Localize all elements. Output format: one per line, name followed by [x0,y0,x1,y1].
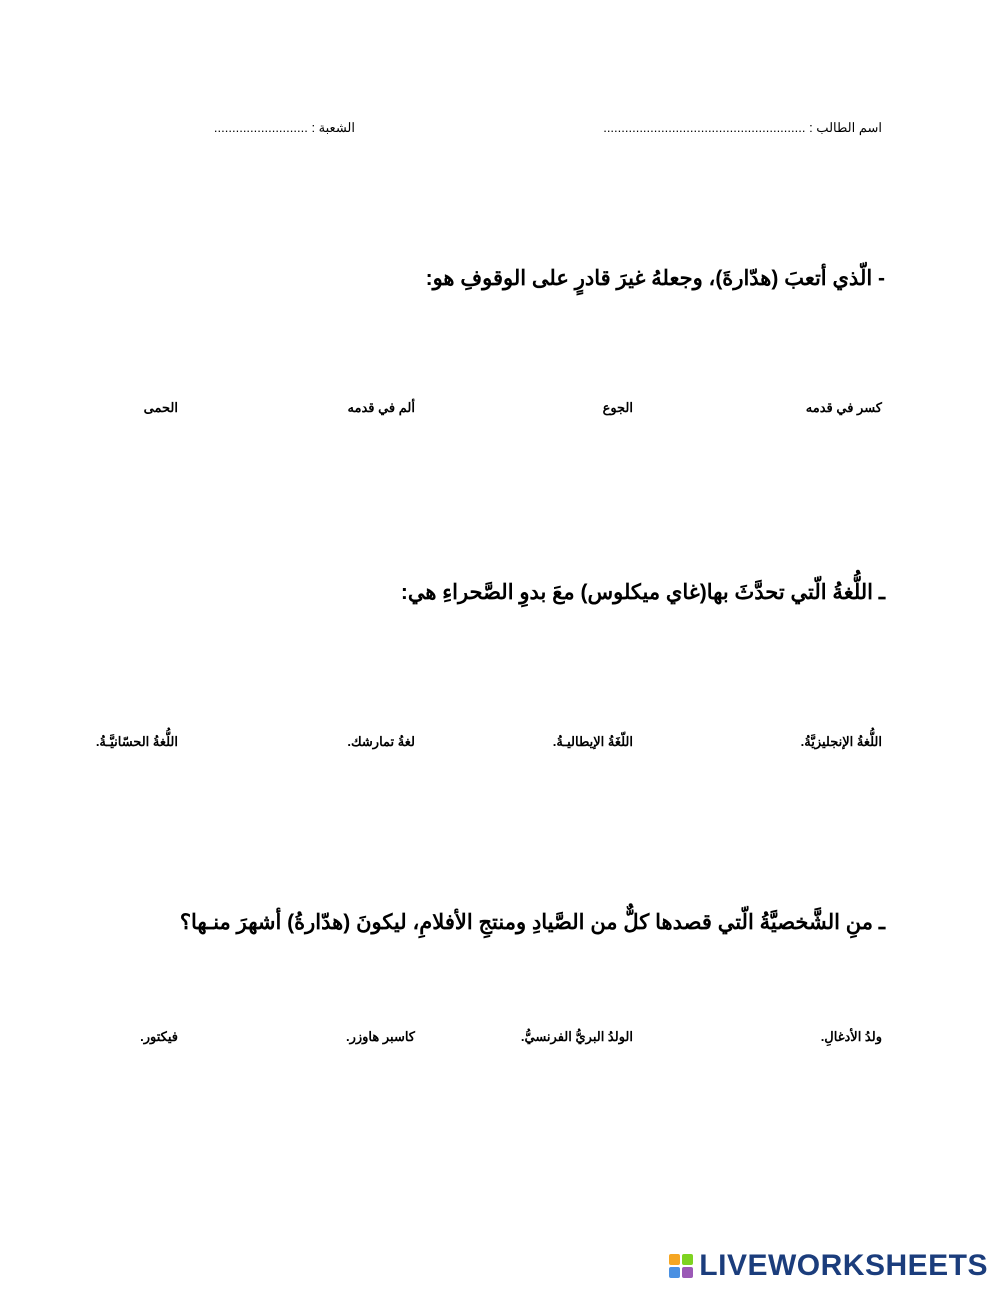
logo-tile-3 [669,1267,680,1278]
question-3-option-4[interactable]: فيكتور. [140,1029,178,1044]
question-3-option-3[interactable]: كاسبر هاوزر. [345,1029,415,1044]
section-field: الشعبة : .......................... [213,120,355,135]
question-3-prompt: ـ منِ الشَّخصيَّةُ الّتي قصدها كلٌّ من الصَّيادِ ومنتجِ الأفلامِ، ليكونَ (هدّارةُ) أشهرَ منـها؟ [179,911,885,934]
question-2-option-1[interactable]: اللُّغةُ الإنجليزيَّةُ. [800,734,882,749]
question-1-option-1[interactable]: كسر في قدمه [805,400,882,415]
question-1-prompt: - الّذي أتعبَ (هدّارةَ)، وجعلهُ غيرَ قادرٍ على الوقوفِ هو: [425,267,885,290]
logo-tile-4 [682,1267,693,1278]
logo-text: LIVEWORKSHEETS [699,1249,988,1282]
logo-tile-2 [682,1254,693,1265]
logo-tile-1 [669,1254,680,1265]
question-3-option-1[interactable]: ولدُ الأدغالِ. [820,1029,882,1044]
question-2-prompt: ـ اللُّغةُ الّتي تحدَّثَ بها(غاي ميكلوس) معَ بدوِ الصَّحراءِ هي: [400,581,885,604]
question-1-option-3[interactable]: ألم في قدمه [347,400,415,415]
question-2-option-4[interactable]: اللُّغةُ الحسّانيَّـةُ. [95,734,178,749]
liveworksheets-icon [669,1254,693,1278]
student-name-field: اسم الطالب : ........................................................ [603,120,882,135]
question-2-option-2[interactable]: اللّغَةُ الإيطاليـةُ. [552,734,633,749]
liveworksheets-logo [669,1250,988,1282]
question-3-option-2[interactable]: الولدُ البريُّ الفرنسيُّ. [520,1029,633,1044]
question-1-option-4[interactable]: الحمى [143,400,178,415]
question-2-option-3[interactable]: لغةُ تمارشك. [347,734,415,749]
question-1-option-2[interactable]: الجوع [602,400,633,415]
